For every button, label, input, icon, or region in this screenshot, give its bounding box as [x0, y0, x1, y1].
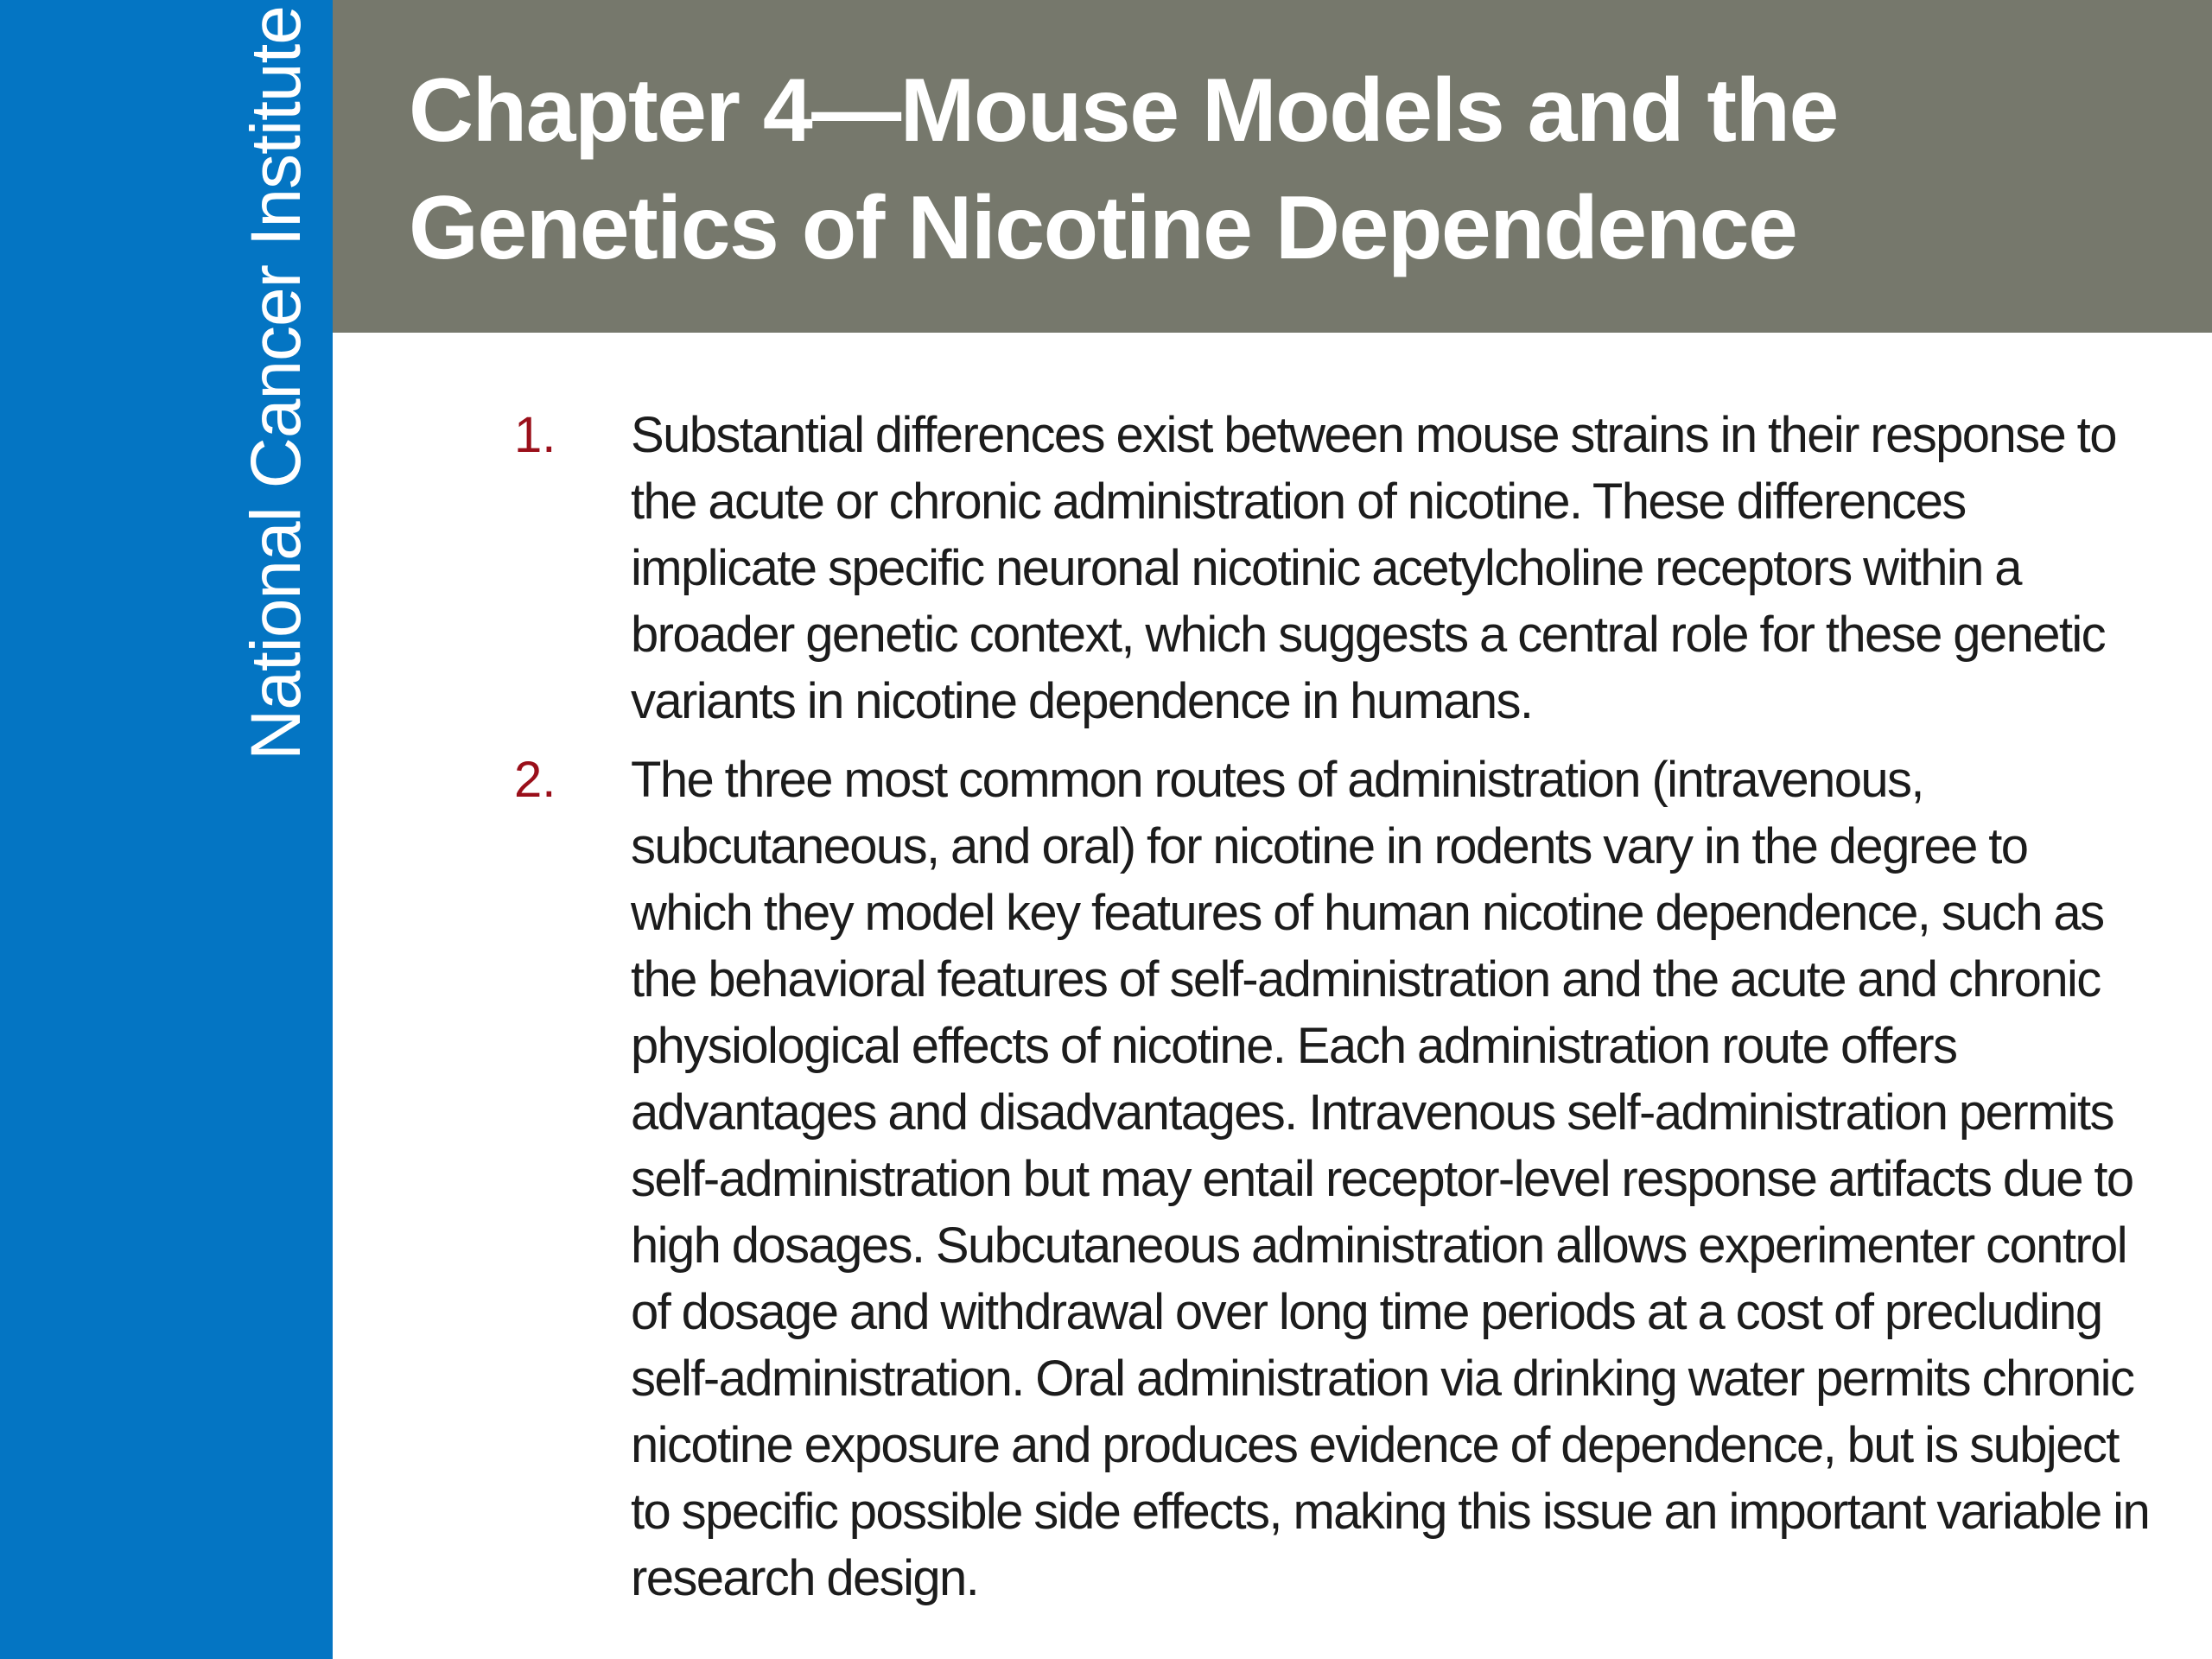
list-item: [514, 747, 2156, 1611]
sidebar: [0, 0, 333, 1659]
list-item-number: 1.: [514, 407, 556, 463]
list-item: [514, 402, 2156, 734]
list-item-number: 2.: [514, 752, 556, 808]
sidebar-institute-name: National Cancer Institute: [237, 6, 315, 760]
header-banner: [333, 0, 2212, 333]
numbered-list: [514, 402, 2156, 1611]
page-title: Chapter 4—Mouse Models and the Genetics of Nicotine Dependence: [409, 60, 1838, 278]
list-item-text: Substantial differences exist between mouse strains in their response to the acute or chronic administration of nicotine. These differences implicate specific neuronal nicotinic acetylcholine receptors within a broader genetic context, which suggests a central role for these genetic variants in nicotine dependence in humans.: [631, 407, 2116, 729]
list-item-text: The three most common routes of administration (intravenous, subcutaneous, and oral) for nicotine in rodents vary in the degree to which they model key features of human nicotine dependence, such as the behavioral features of self-administration and the acute and chronic physiological effects of nicotine. Each administration route offers advantages and disadvantages. Intravenous self-administration permits self-administration but may entail receptor-level response artifacts due to high dosages. Subcutaneous administration allows experimenter control of dosage and withdrawal over long time periods at a cost of precluding self-administration. Oral administration via drinking water permits chronic nicotine exposure and produces evidence of dependence, but is subject to specific possible side effects, making this issue an important variable in research design.: [631, 752, 2150, 1606]
